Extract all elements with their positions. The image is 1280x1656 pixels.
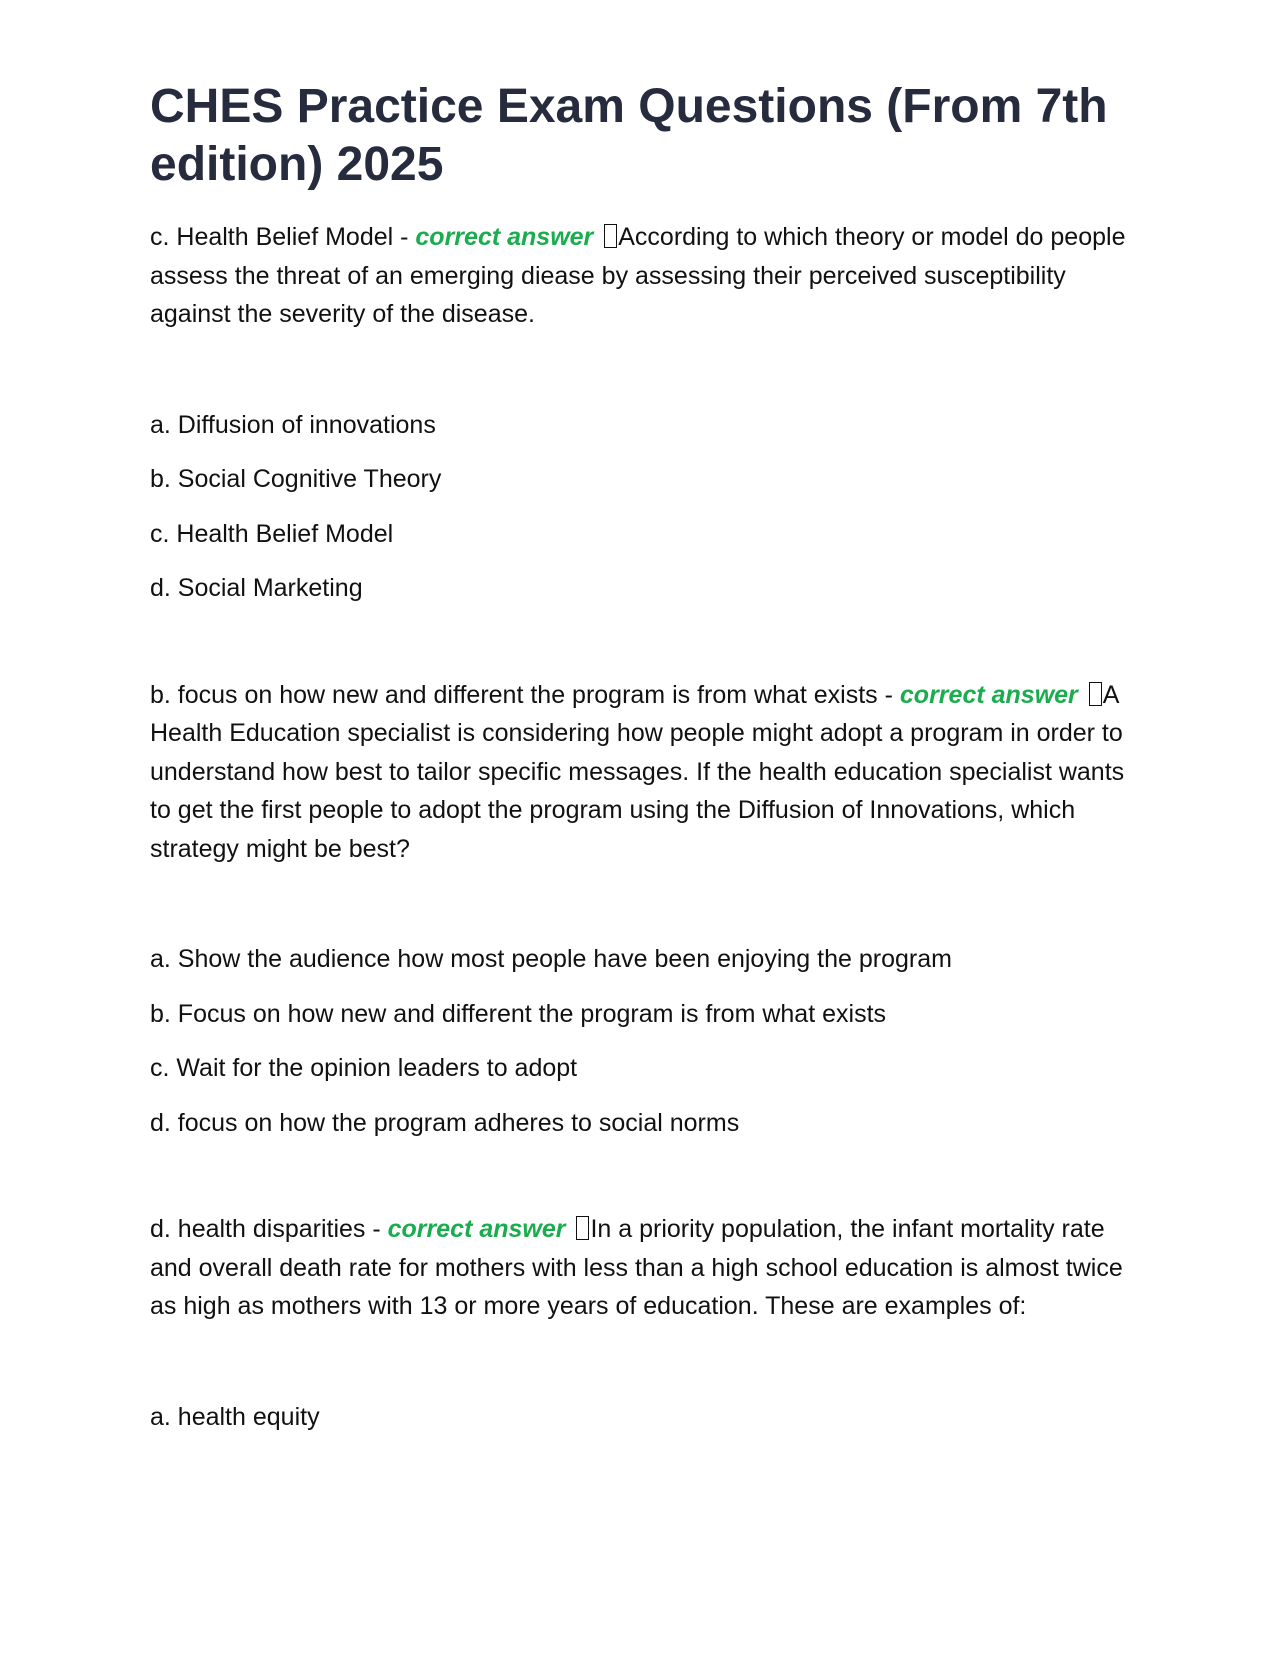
option-item: d. focus on how the program adheres to social norms (150, 1108, 740, 1137)
correct-answer-label: correct answer (415, 223, 594, 251)
question-paragraph (150, 218, 1130, 334)
question-text: According to which theory or model do people assess the threat of an emerging diease by assessing their perceived susceptibility against the severity of the disease. (150, 223, 1126, 328)
question-paragraph (150, 1210, 1130, 1326)
option-item: c. Health Belief Model (150, 519, 394, 548)
question-text: In a priority population, the infant mortality rate and overall death rate for mothers with less than a high school education is almost twice as high as mothers with 13 or more years of education. These are examples of: (150, 1215, 1123, 1320)
answer-text: d. health disparities - (150, 1215, 388, 1243)
missing-glyph-icon (604, 224, 617, 248)
option-item: c. Wait for the opinion leaders to adopt (150, 1054, 578, 1082)
answer-text: b. focus on how new and different the program is from what exists - (150, 680, 900, 709)
question-paragraph (150, 676, 1130, 869)
missing-glyph-icon (1089, 682, 1102, 706)
option-item: a. Diffusion of innovations (150, 410, 436, 439)
option-item: d. Social Marketing (150, 574, 363, 602)
correct-answer-label: correct answer (387, 1215, 566, 1243)
page-title: CHES Practice Exam Questions (From 7th edition) 2025 (150, 80, 1108, 191)
answer-text: c. Health Belief Model - (150, 223, 416, 251)
option-item: a. Show the audience how most people have been enjoying the program (150, 945, 952, 973)
option-item: a. health equity (150, 1402, 320, 1431)
option-item: b. Focus on how new and different the program is from what exists (150, 999, 887, 1028)
question-text: A Health Education specialist is considering how people might adopt a program in order to understand how best to tailor specific messages. If the health education specialist wants to get the first people to adopt the program using the Diffusion of Innovations, which strategy might be best? (150, 680, 1125, 863)
document-page (150, 78, 1130, 1452)
missing-glyph-icon (576, 1216, 589, 1240)
correct-answer-label: correct answer (899, 680, 1078, 709)
option-item: b. Social Cognitive Theory (150, 465, 442, 493)
